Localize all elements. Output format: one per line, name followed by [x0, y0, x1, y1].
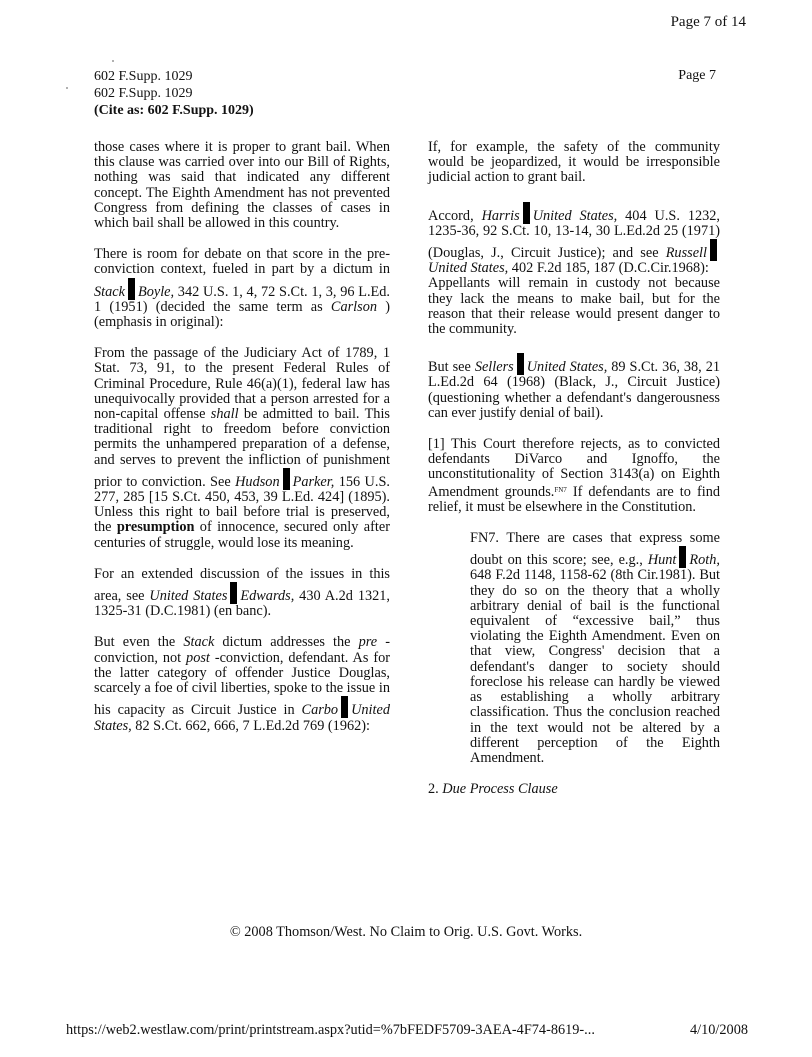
case-name[interactable]: Hudson: [235, 473, 280, 490]
paragraph: [1] This Court therefore rejects, as to convicted defendants DiVarco and Ignoffo, the unconstitutionality of Section 3143(a) on Eighth Amendment grounds.$^{FN7}$ If defendants are to find relief, it must be elsewhere in the Constitution.: [428, 436, 720, 515]
paragraph: There is room for debate on that score in the pre-conviction context, fueled in part by a dictum in Stack Boyle, 342 U.S. 1, 4, 72 S.Ct. 1, 3, 96 L.Ed. 1 (1951) (decided the same term as Carlson ) (emphasis in original):: [94, 246, 390, 331]
section-heading: 2. Due Process Clause: [428, 781, 558, 798]
redaction-mark: [710, 239, 717, 261]
page-label: Page 7: [678, 68, 716, 83]
paragraph: For an extended discussion of the issues in this area, see United States Edwards, 430 A.2d 1321, 1325-31 (D.C.1981) (en banc).: [94, 565, 390, 620]
paragraph: From the passage of the Judiciary Act of 1789, 1 Stat. 73, 91, to the present Federal Rules of Criminal Procedure, Rule 46(a)(1), federal law has unequivocally provided that a person arrested for a non-capital offense shall be admitted to bail. This traditional right to freedom before conviction permits the unhampered preparation of a defense, and serves to prevent the infliction of punishment prior to conviction. See Hudson Parker, 156 U.S. 277, 285 [15 S.Ct. 450, 453, 39 L.Ed. 424] (1895). Unless this right to bail before trial is preserved, the presumption of innocence, secured only after centuries of struggle, would lose its meaning.: [94, 345, 390, 551]
case-name[interactable]: Sellers: [474, 359, 514, 376]
highlighted-term: presumption: [116, 519, 195, 536]
case-name[interactable]: Stack: [94, 283, 125, 300]
case-name[interactable]: Russell: [665, 245, 707, 262]
case-name[interactable]: Carbo: [301, 702, 339, 719]
redaction-mark: [517, 353, 524, 375]
case-name[interactable]: Parker,: [292, 473, 335, 490]
case-name[interactable]: Roth,: [689, 552, 720, 569]
redaction-mark: [230, 582, 237, 604]
page-of-indicator: Page 7 of 14: [670, 14, 746, 30]
case-name[interactable]: Carlson: [330, 298, 378, 315]
case-name[interactable]: Boyle,: [137, 283, 175, 300]
case-name[interactable]: Edwards,: [240, 588, 295, 605]
case-name[interactable]: United States: [149, 588, 228, 605]
redaction-mark: [128, 278, 135, 300]
scan-dot: [112, 60, 114, 62]
paragraph: But see Sellers United States, 89 S.Ct. 36, 38, 21 L.Ed.2d 64 (1968) (Black, J., Circuit Justice) (questioning whether a defendant's dangerousness can ever justify denial of bail).: [428, 353, 720, 421]
left-column: [94, 140, 390, 750]
case-name[interactable]: Harris: [481, 207, 520, 224]
citation-header: [94, 68, 254, 119]
right-column: [428, 140, 720, 813]
case-name[interactable]: Stack: [183, 634, 215, 651]
copyright-notice: © 2008 Thomson/West. No Claim to Orig. U.S. Govt. Works.: [229, 924, 583, 940]
citation-line: 602 F.Supp. 1029: [94, 86, 193, 101]
redaction-mark: [341, 696, 348, 718]
paragraph: Accord, Harris United States, 404 U.S. 1232, 1235-36, 92 S.Ct. 10, 13-14, 30 L.Ed.2d 25 (1971) (Douglas, J., Circuit Justice); and see RussellUnited States, 402 F.2d 185, 187 (D.C.Cir.1968): Appellants will remain in custody not because they lack the means to make bail, but for the reason that their release would present danger to the community.: [428, 202, 720, 338]
paragraph: But even the Stack dictum addresses the pre -conviction, not post -conviction, defendant. As for the latter category of offender Justice Douglas, scarcely a foe of civil liberties, spoke to the issue in his capacity as Circuit Justice in Carbo United States, 82 S.Ct. 662, 666, 7 L.Ed.2d 769 (1962):: [94, 634, 390, 734]
print-url[interactable]: https://web2.westlaw.com/print/printstream.aspx?utid=%7bFEDF5709-3AEA-4F74-8619-...: [66, 1022, 595, 1038]
paragraph: those cases where it is proper to grant bail. When this clause was carried over into our Bill of Rights, nothing was said that indicated any different concept. The Eighth Amendment has not prevented Congress from defining the classes of cases in which bail shall be allowed in this country.: [94, 139, 390, 232]
scan-dot: [66, 87, 68, 89]
case-name[interactable]: United States,: [94, 702, 390, 734]
citation-line: 602 F.Supp. 1029: [94, 69, 193, 84]
case-name[interactable]: United States,: [428, 260, 509, 277]
redaction-mark: [523, 202, 530, 224]
case-name[interactable]: United States,: [526, 359, 608, 376]
redaction-mark: [679, 546, 686, 568]
case-name[interactable]: United States,: [532, 207, 618, 224]
cite-as-line: (Cite as: 602 F.Supp. 1029): [94, 103, 254, 118]
footnote: FN7. There are cases that express some doubt on this score; see, e.g., Hunt Roth, 648 F.2d 1148, 1158-62 (8th Cir.1981). But they do so on the theory that a wholly arbitrary denial of bail is the functional equivalent of “excessive bail,” thus violating the Eighth Amendment. Even on that view, Congress' decision that a defendant's danger to society should foreclose his release can hardly be viewed as establishing a wholly arbitrary classification. Thus the conclusion reached in the text would not be altered by a different perception of the Eighth Amendment.: [470, 530, 720, 766]
block-quote: If, for example, the safety of the community would be jeopardized, it would be irresponsible judicial action to grant bail.: [428, 139, 720, 186]
case-name[interactable]: Hunt: [647, 552, 677, 569]
footnote-link[interactable]: FN7: [554, 485, 567, 494]
redaction-mark: [283, 468, 290, 490]
print-date: 4/10/2008: [690, 1022, 748, 1038]
